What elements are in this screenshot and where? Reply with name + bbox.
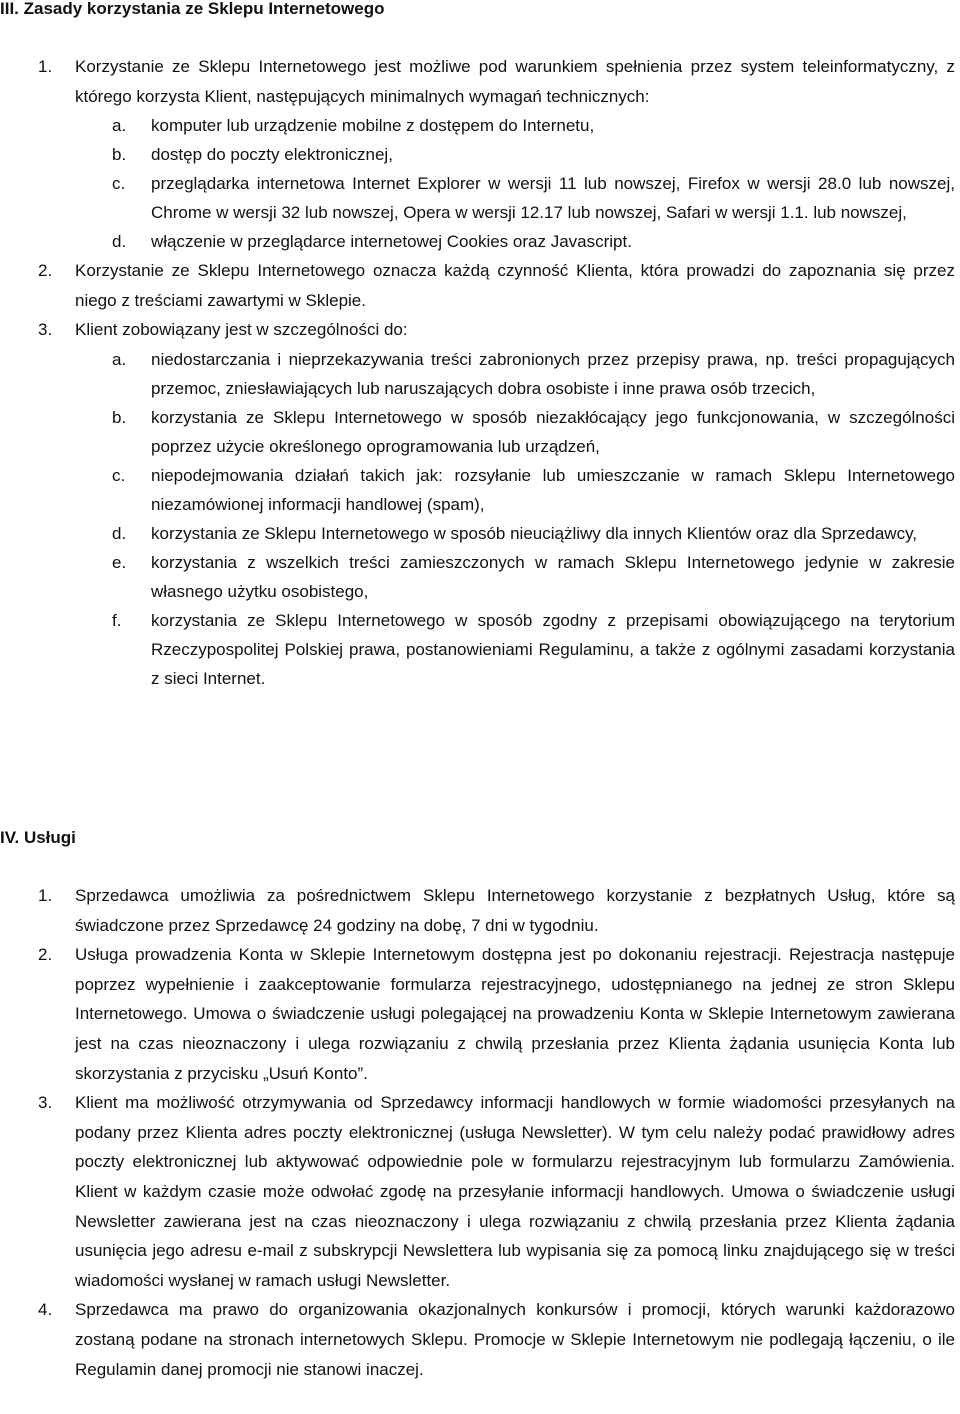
sub-item (0, 606, 960, 693)
item-text: Korzystanie ze Sklepu Internetowego oznacza każdą czynność Klienta, która prowadzi do zapoznania się przez niego z treściami zawartymi w Sklepie. (75, 261, 955, 310)
sub-item-letter: e. (112, 552, 127, 572)
sub-item-letter: d. (112, 523, 127, 543)
sub-item-text: przeglądarka internetowa Internet Explorer w wersji 11 lub nowszej, Firefox w wersji 28.0 lub nowszej, Chrome w wersji 32 lub nowszej, Opera w wersji 12.17 lub nowszej, Safari w wersji 1.1. lub nowszej, (151, 174, 955, 223)
sub-item-letter: f. (112, 610, 122, 630)
sub-item-text: niedostarczania i nieprzekazywania treści zabronionych przez przepisy prawa, np. treści propagujących przemoc, zniesławiających lub naruszających dobra osobiste i inne prawa osób trzecich, (151, 349, 955, 398)
list-item (0, 315, 960, 693)
item-text: Korzystanie ze Sklepu Internetowego jest możliwe pod warunkiem spełnienia przez system teleinformatyczny, z którego korzysta Klient, następujących minimalnych wymagań technicznych: (75, 57, 955, 106)
sub-item (0, 403, 960, 461)
item-number: 3. (38, 1093, 53, 1113)
item-number: 4. (38, 1300, 53, 1320)
sub-item-text: dostęp do poczty elektronicznej, (151, 145, 393, 165)
section-4-list (0, 881, 960, 1384)
section-heading-4: IV. Usługi (0, 828, 76, 847)
sub-item (0, 227, 960, 256)
item-number: 2. (38, 945, 53, 965)
sub-item-text: włączenie w przeglądarce internetowej Cookies oraz Javascript. (151, 232, 632, 252)
sub-item (0, 461, 960, 519)
sub-item-letter: b. (112, 145, 127, 165)
list-item (0, 256, 960, 315)
item-number: 1. (38, 886, 53, 905)
sub-item-text: korzystania z wszelkich treści zamieszczonych w ramach Sklepu Internetowego jedynie w zakresie własnego użytku osobistego, (151, 552, 955, 601)
item-text: Sprzedawca umożliwia za pośrednictwem Sklepu Internetowego korzystanie z bezpłatnych Usług, które są świadczone przez Sprzedawcę 24 godziny na dobę, 7 dni w tygodniu. (75, 886, 955, 935)
sub-item (0, 111, 960, 140)
section-heading-3: III. Zasady korzystania ze Sklepu Internetowego (0, 0, 385, 18)
sub-item-letter: c. (112, 174, 126, 194)
list-item (0, 881, 960, 940)
sub-item-letter: a. (112, 116, 127, 136)
item-text: Klient ma możliwość otrzymywania od Sprzedawcy informacji handlowych w formie wiadomości przesyłanych na podany przez Klienta adres poczty elektronicznej (usługa Newsletter). W tym celu należy podać prawidłowy adres poczty elektronicznej lub aktywować odpowiednie pole w formularzu rejestracyjnym lub formularzu Zamówienia. Klient w każdym czasie może odwołać zgodę na przesyłanie informacji handlowych. Umowa o świadczenie usługi Newsletter zawierana jest na czas nieoznaczony i ulega rozwiązaniu z chwilą przesłania przez Klienta żądania usunięcia jego adresu e-mail z subskrypcji Newslettera lub wypisania się za pomocą linku znajdującego się w treści wiadomości wysłanej w ramach usługi Newsletter. (75, 1093, 955, 1290)
sub-item-text: korzystania ze Sklepu Internetowego w sposób niezakłócający jego funkcjonowania, w szczególności poprzez użycie określonego oprogramowania lub urządzeń, (151, 407, 955, 456)
item-text: Sprzedawca ma prawo do organizowania okazjonalnych konkursów i promocji, których warunki każdorazowo zostaną podane na stronach internetowych Sklepu. Promocje w Sklepie Internetowym nie podlegają łączeniu, o ile Regulamin danej promocji nie stanowi inaczej. (75, 1300, 955, 1379)
sub-item (0, 169, 960, 227)
list-item (0, 1295, 960, 1384)
sub-item-text: korzystania ze Sklepu Internetowego w sposób nieuciążliwy dla innych Klientów oraz dla Sprzedawcy, (151, 523, 918, 543)
item-text: Klient zobowiązany jest w szczególności do: (75, 320, 408, 340)
list-item (0, 940, 960, 1088)
sub-item-text: korzystania ze Sklepu Internetowego w sposób zgodny z przepisami obowiązującego na terytorium Rzeczypospolitej Polskiej prawa, postanowieniami Regulaminu, a także z ogólnymi zasadami korzystania z sieci Internet. (151, 610, 955, 688)
sub-item (0, 345, 960, 403)
list-item (0, 1088, 960, 1295)
sub-item (0, 519, 960, 548)
sub-item (0, 548, 960, 606)
sub-item-letter: b. (112, 407, 127, 427)
item-number: 1. (38, 57, 53, 76)
sub-item-letter: c. (112, 465, 126, 485)
item-number: 2. (38, 261, 53, 281)
item-number: 3. (38, 320, 53, 340)
sub-item-text: komputer lub urządzenie mobilne z dostępem do Internetu, (151, 116, 595, 136)
section-3-list (0, 52, 960, 693)
sub-item-text: niepodejmowania działań takich jak: rozsyłanie lub umieszczanie w ramach Sklepu Internetowego niezamówionej informacji handlowej (spam), (151, 465, 955, 514)
list-item (0, 52, 960, 256)
sub-item-letter: d. (112, 232, 127, 252)
sub-item-letter: a. (112, 349, 127, 369)
item-text: Usługa prowadzenia Konta w Sklepie Internetowym dostępna jest po dokonaniu rejestracji. Rejestracja następuje poprzez wypełnienie i zaakceptowanie formularza rejestracyjnego, udostępnianego na jednej ze stron Sklepu Internetowego. Umowa o świadczenie usługi polegającej na prowadzeniu Konta w Sklepie Internetowym zawierana jest na czas nieoznaczony i ulega rozwiązaniu z chwilą przesłania przez Klienta żądania usunięcia Konta lub skorzystania z przycisku „Usuń Konto”. (75, 945, 955, 1083)
sub-item (0, 140, 960, 169)
